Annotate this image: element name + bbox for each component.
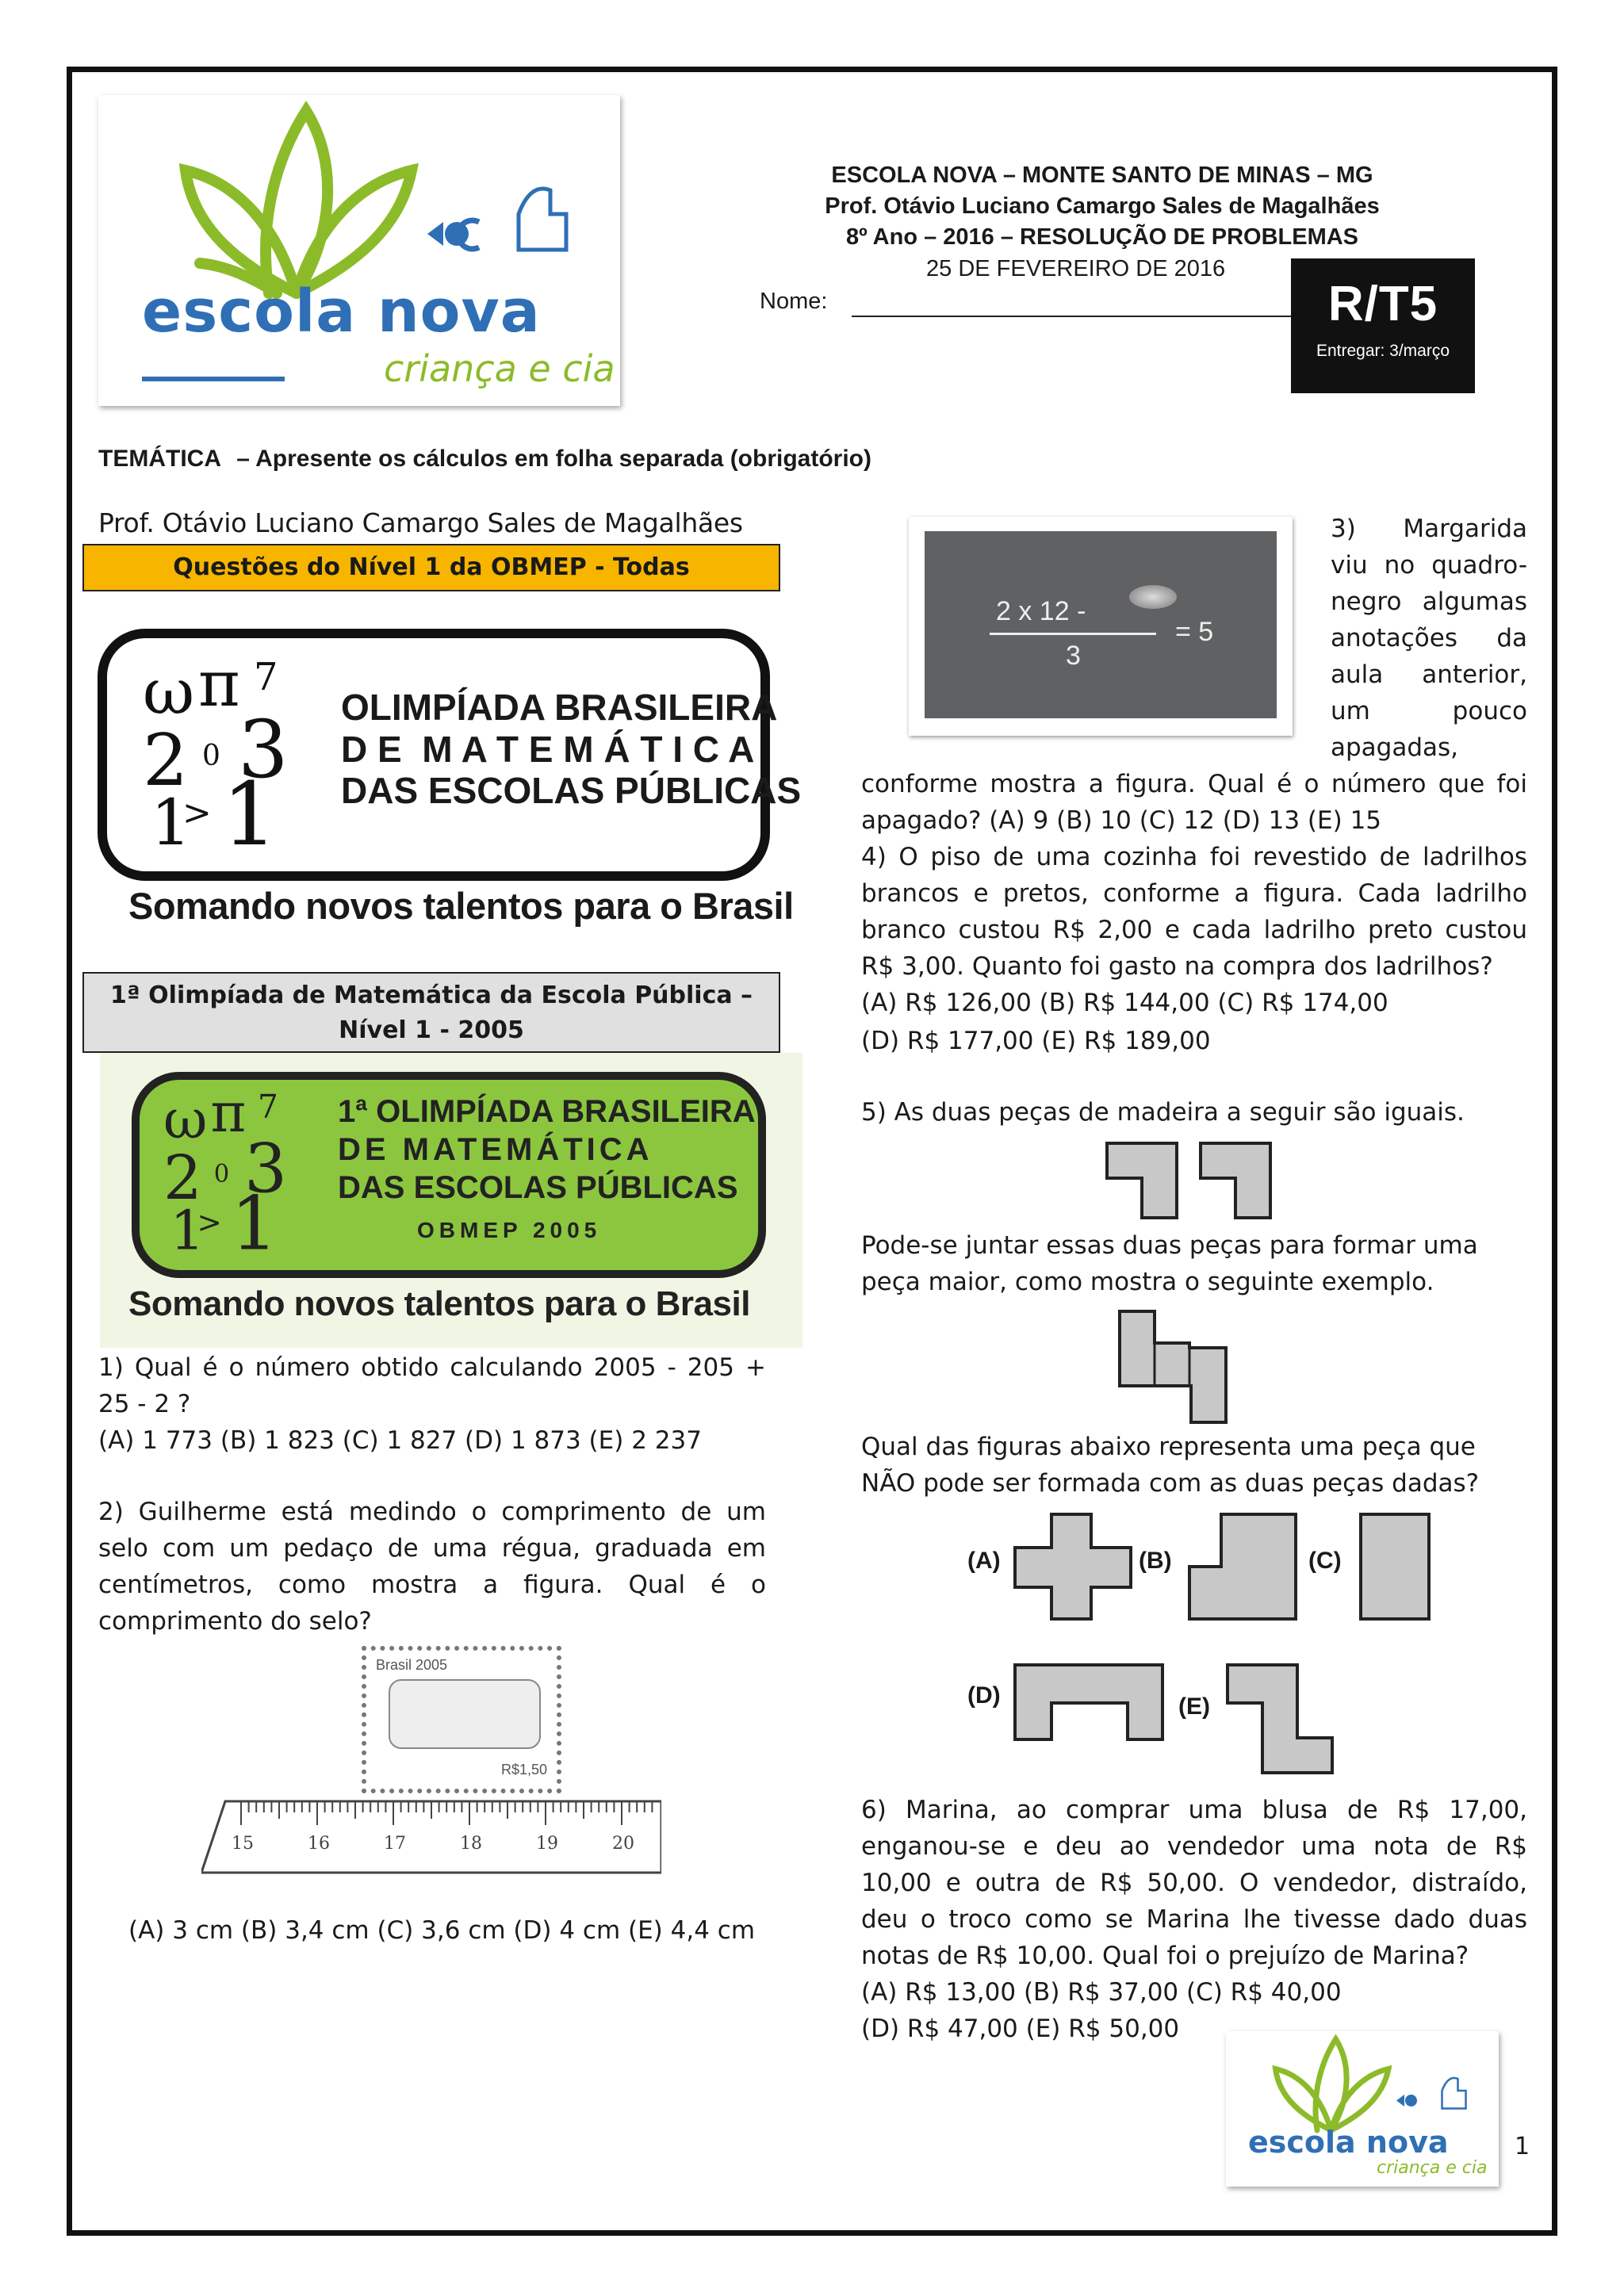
question-5-example: Pode-se juntar essas duas peças para formar uma peça maior, como mostra o seguinte exemplo. <box>861 1231 1478 1296</box>
svg-text:3: 3 <box>238 703 289 796</box>
question-6-options-1: (A) R$ 13,00 (B) R$ 37,00 (C) R$ 40,00 <box>861 1978 1342 2007</box>
svg-text:0: 0 <box>202 740 220 772</box>
obmep-2005-slogan: Somando novos talentos para o Brasil <box>128 1284 750 1323</box>
board-numerator: 2 x 12 - <box>996 596 1086 626</box>
question-6-options-2: (D) R$ 47,00 (E) R$ 50,00 <box>861 2015 1180 2043</box>
svg-text:1: 1 <box>170 1200 205 1259</box>
stamp-title: Brasil 2005 <box>376 1657 448 1673</box>
joined-piece-figure <box>1115 1307 1270 1427</box>
question-3: conforme mostra a figura. Qual é o número que foi apagado? (A) 9 (B) 10 (C) 12 (D) 13 (E) 15 <box>861 770 1527 835</box>
ruler <box>201 1777 661 1881</box>
svg-text:3: 3 <box>244 1130 288 1209</box>
question-5-ask: Qual das figuras abaixo representa uma peça que NÃO pode ser formada com as duas peças dadas? <box>861 1433 1480 1498</box>
question-2-options: (A) 3 cm (B) 3,4 cm (C) 3,6 cm (D) 4 cm (E) 4,4 cm <box>128 1916 756 1945</box>
small-logo-tagline: criança e cia <box>1377 2158 1488 2178</box>
piece-2 <box>1201 1143 1270 1218</box>
svg-text:1: 1 <box>151 786 191 848</box>
assignment-badge <box>1291 258 1475 393</box>
wood-pieces-figure <box>1102 1138 1285 1223</box>
date: 25 DE FEVEREIRO DE 2016 <box>926 256 1226 281</box>
tematica-text: – Apresente os cálculos em folha separada (obrigatório) <box>236 446 871 472</box>
obmep-title-1: OLIMPÍADA BRASILEIRA <box>341 687 778 728</box>
olympiad-2005-banner <box>82 972 780 1053</box>
board-fraction-bar <box>990 633 1156 635</box>
chalkboard-figure <box>904 512 1297 742</box>
stamp-inner <box>389 1679 541 1749</box>
obmep-slogan: Somando novos talentos para o Brasil <box>128 885 794 927</box>
svg-text:π: π <box>210 1085 247 1145</box>
school-name: ESCOLA NOVA – MONTE SANTO DE MINAS – MG <box>831 163 1373 188</box>
logo-tagline: criança e cia <box>384 347 615 390</box>
obmep-levels-banner: Questões do Nível 1 da OBMEP - Todas <box>82 544 780 591</box>
logo-name: escola nova <box>142 277 541 346</box>
svg-text:0: 0 <box>213 1160 230 1188</box>
tematica-label: TEMÁTICA <box>98 446 220 472</box>
obmep-2005-title-2: DE MATEMÁTICA <box>338 1132 653 1167</box>
board-result: = 5 <box>1175 617 1214 647</box>
svg-text:2: 2 <box>143 719 189 802</box>
shape-c <box>1358 1511 1434 1622</box>
svg-text:1: 1 <box>222 763 278 848</box>
piece-1 <box>1107 1143 1177 1218</box>
obmep-digits-icon <box>143 658 301 848</box>
ruler-label: 20 <box>612 1834 634 1854</box>
answer-shapes <box>959 1508 1467 1777</box>
shape-b <box>1186 1511 1300 1622</box>
obmep-2005-title-1: 1ª OLIMPÍADA BRASILEIRA <box>338 1094 756 1129</box>
obmep-2005-title-3: DAS ESCOLAS PÚBLICAS <box>338 1170 738 1205</box>
teacher-name: Prof. Otávio Luciano Camargo Sales de Magalhães <box>825 193 1380 219</box>
shape-a <box>1012 1511 1139 1622</box>
svg-text:>: > <box>182 793 212 833</box>
svg-text:2: 2 <box>163 1143 202 1214</box>
ruler-label: 17 <box>384 1834 406 1854</box>
stamp <box>362 1646 561 1793</box>
obmep-2005-digits-icon <box>163 1085 298 1259</box>
svg-text:7: 7 <box>254 658 278 699</box>
svg-text:7: 7 <box>258 1088 278 1126</box>
ruler-label: 16 <box>308 1834 330 1854</box>
obmep-2005-year: OBMEP 2005 <box>417 1218 602 1242</box>
svg-text:>: > <box>197 1204 222 1240</box>
question-2: 2) Guilherme está medindo o comprimento de um selo com um pedaço de uma régua, graduada em centímetros, como mostra a figura. Qual é o comprimento do selo? <box>98 1498 766 1636</box>
question-6: 6) Marina, ao comprar uma blusa de R$ 17,00, enganou-se e deu ao vendedor uma nota de R$ 10,00 e outra de R$ 50,00. O vendedor, distraído, deu o troco como se Marina lhe tivesse dado duas notas de R$ 10,00. Qual foi o prejuízo de Marina? <box>861 1796 1527 1970</box>
shape-label-a: (A) <box>967 1548 1001 1574</box>
name-field[interactable] <box>852 314 1293 317</box>
badge-code: R/T5 <box>1327 277 1438 331</box>
banner-line-2: Nível 1 - 2005 <box>339 1016 524 1044</box>
name-label: Nome: <box>760 289 828 314</box>
tematica <box>98 446 871 473</box>
question-5: 5) As duas peças de madeira a seguir são iguais. <box>861 1098 1465 1127</box>
question-4-options-1: (A) R$ 126,00 (B) R$ 144,00 (C) R$ 174,00 <box>861 989 1388 1017</box>
question-4-options-2: (D) R$ 177,00 (E) R$ 189,00 <box>861 1027 1211 1055</box>
badge-note: Entregar: 3/março <box>1316 342 1450 360</box>
erased-smudge-icon <box>1129 585 1177 609</box>
left-prof: Prof. Otávio Luciano Camargo Sales de Magalhães <box>98 507 743 538</box>
question-1: 1) Qual é o número obtido calculando 2005 - 205 + 25 - 2 ? <box>98 1353 766 1418</box>
svg-text:ω: ω <box>143 658 195 729</box>
school-logo <box>98 95 620 406</box>
svg-text:π: π <box>198 658 240 721</box>
shape-e <box>1224 1662 1340 1777</box>
obmep-title-3: DAS ESCOLAS PÚBLICAS <box>341 770 802 811</box>
shape-label-e: (E) <box>1178 1693 1210 1720</box>
stamp-ruler-figure <box>201 1643 661 1881</box>
ruler-label: 19 <box>536 1834 558 1854</box>
question-3-side: 3) Margarida viu no quadro-negro algumas anotações da aula anterior, um pouco apagadas, <box>1331 515 1527 762</box>
obmep-2005-logo <box>100 1053 802 1348</box>
shape-label-d: (D) <box>967 1682 1001 1709</box>
ruler-label: 15 <box>232 1834 254 1854</box>
question-1-options: (A) 1 773 (B) 1 823 (C) 1 827 (D) 1 873 (E) 2 237 <box>98 1426 702 1455</box>
question-4: 4) O piso de uma cozinha foi revestido de ladrilhos brancos e pretos, conforme a figura. Cada ladrilho branco custou R$ 2,00 e cada ladrilho preto custou R$ 3,00. Quanto foi gasto na compra dos ladrilhos? <box>861 843 1527 981</box>
class-info: 8º Ano – 2016 – RESOLUÇÃO DE PROBLEMAS <box>845 224 1359 250</box>
ruler-label: 18 <box>460 1834 482 1854</box>
banner-line-1: 1ª Olimpíada de Matemática da Escola Pública – <box>109 982 753 1009</box>
shape-label-c: (C) <box>1308 1548 1342 1574</box>
shape-d <box>1012 1662 1167 1744</box>
chalkboard <box>925 531 1277 718</box>
shape-label-b: (B) <box>1139 1548 1172 1574</box>
small-logo-name: escola nova <box>1248 2125 1449 2160</box>
svg-text:1: 1 <box>231 1181 278 1259</box>
board-denominator: 3 <box>1066 641 1081 671</box>
obmep-title-2: D E M A T E M Á T I C A <box>341 729 755 770</box>
stamp-price: R$1,50 <box>501 1762 548 1777</box>
page-number: 1 <box>1515 2133 1530 2160</box>
obmep-logo <box>95 626 802 936</box>
svg-text:ω: ω <box>163 1089 208 1152</box>
school-logo-small <box>1226 2031 1499 2187</box>
header-block <box>753 160 1451 253</box>
